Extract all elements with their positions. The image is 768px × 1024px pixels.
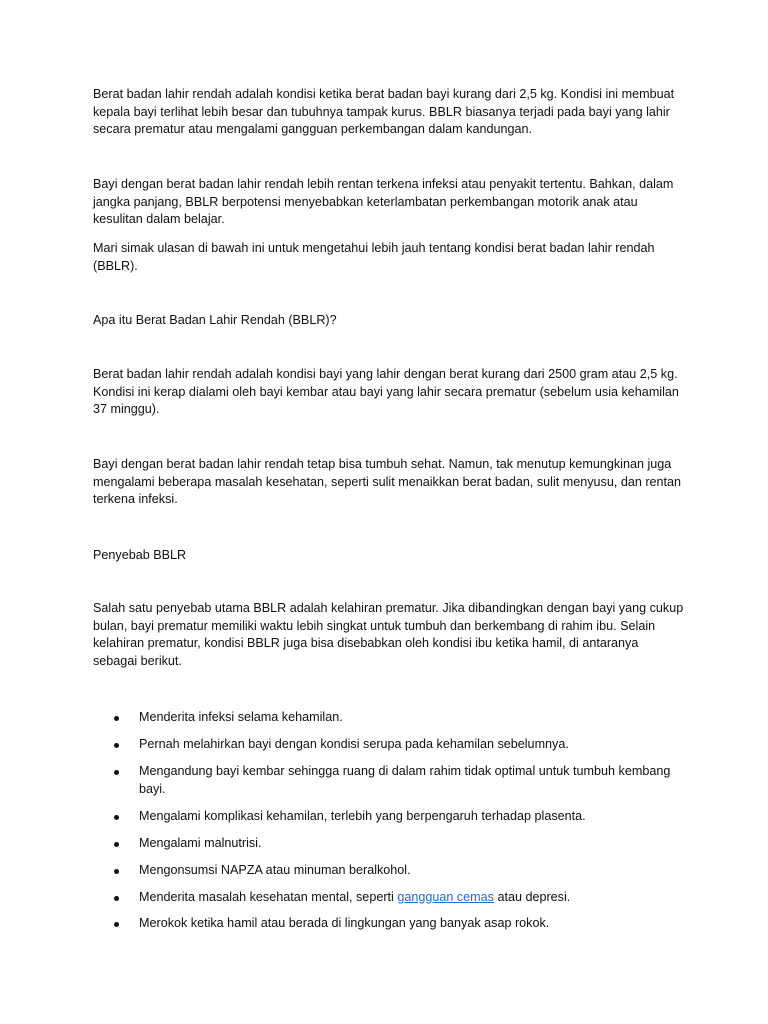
- list-item-text: Mengalami komplikasi kehamilan, terlebih yang berpengaruh terhadap plasenta.: [139, 808, 586, 823]
- anxiety-disorder-link[interactable]: gangguan cemas: [397, 889, 494, 904]
- list-item-text: Mengandung bayi kembar sehingga ruang di dalam rahim tidak optimal untuk tumbuh kembang bayi.: [139, 763, 671, 796]
- bullet-dot-icon: [114, 922, 119, 927]
- list-item: [112, 835, 672, 853]
- section-heading-causes: Penyebab BBLR: [93, 548, 187, 562]
- invite-paragraph: Mari simak ulasan di bawah ini untuk mengetahui lebih jauh tentang kondisi berat badan lahir rendah (BBLR).: [93, 241, 655, 273]
- bullet-dot-icon: [114, 869, 119, 874]
- list-item-text: Mengalami malnutrisi.: [139, 835, 262, 850]
- bullet-dot-icon: [114, 815, 119, 820]
- list-item: [112, 862, 672, 880]
- list-item: [112, 808, 672, 826]
- risk-paragraph: Bayi dengan berat badan lahir rendah lebih rentan terkena infeksi atau penyakit tertentu. Bahkan, dalam jangka panjang, BBLR berpotensi menyebabkan keterlambatan perkembangan motorik anak atau kesulitan dalam belajar.: [93, 177, 674, 227]
- list-item: [112, 763, 672, 798]
- list-item: [112, 889, 672, 907]
- section-heading-definition: Apa itu Berat Badan Lahir Rendah (BBLR)?: [93, 313, 337, 327]
- causes-paragraph: Salah satu penyebab utama BBLR adalah kelahiran prematur. Jika dibandingkan dengan bayi yang cukup bulan, bayi prematur memiliki waktu lebih singkat untuk tumbuh dan berkembang di rahim ibu. Selain kelahiran prematur, kondisi BBLR juga bisa disebabkan oleh kondisi ibu ketika hamil, di antaranya sebagai berikut.: [93, 601, 684, 668]
- bullet-dot-icon: [114, 842, 119, 847]
- bullet-dot-icon: [114, 896, 119, 901]
- list-item-text: Menderita infeksi selama kehamilan.: [139, 710, 343, 724]
- bullet-dot-icon: [114, 716, 119, 721]
- causes-list: [112, 709, 672, 942]
- list-item-text: Merokok ketika hamil atau berada di lingkungan yang banyak asap rokok.: [139, 916, 550, 931]
- bullet-dot-icon: [114, 770, 119, 775]
- list-item: [112, 709, 672, 727]
- health-paragraph: Bayi dengan berat badan lahir rendah tetap bisa tumbuh sehat. Namun, tak menutup kemungkinan juga mengalami beberapa masalah kesehatan, seperti sulit menaikkan berat badan, sulit menyusu, dan rentan terkena infeksi.: [93, 457, 682, 507]
- list-item-text: Pernah melahirkan bayi dengan kondisi serupa pada kehamilan sebelumnya.: [139, 736, 569, 751]
- list-item-text: Mengonsumsi NAPZA atau minuman beralkohol.: [139, 862, 411, 877]
- bullet-dot-icon: [114, 743, 119, 748]
- list-item-text-before: Menderita masalah kesehatan mental, seperti: [139, 889, 398, 904]
- list-item: [112, 736, 672, 754]
- definition-paragraph: Berat badan lahir rendah adalah kondisi bayi yang lahir dengan berat kurang dari 2500 gram atau 2,5 kg. Kondisi ini kerap dialami oleh bayi kembar atau bayi yang lahir secara prematur (sebelum usia kehamilan 37 minggu).: [93, 367, 679, 417]
- list-item: [112, 915, 672, 933]
- intro-paragraph: Berat badan lahir rendah adalah kondisi ketika berat badan bayi kurang dari 2,5 kg. Kondisi ini membuat kepala bayi terlihat lebih besar dan tubuhnya tampak kurus. BBLR biasanya terjadi pada bayi yang lahir secara prematur atau mengalami gangguan perkembangan dalam kandungan.: [93, 87, 675, 137]
- list-item-text-after: atau depresi.: [493, 889, 571, 904]
